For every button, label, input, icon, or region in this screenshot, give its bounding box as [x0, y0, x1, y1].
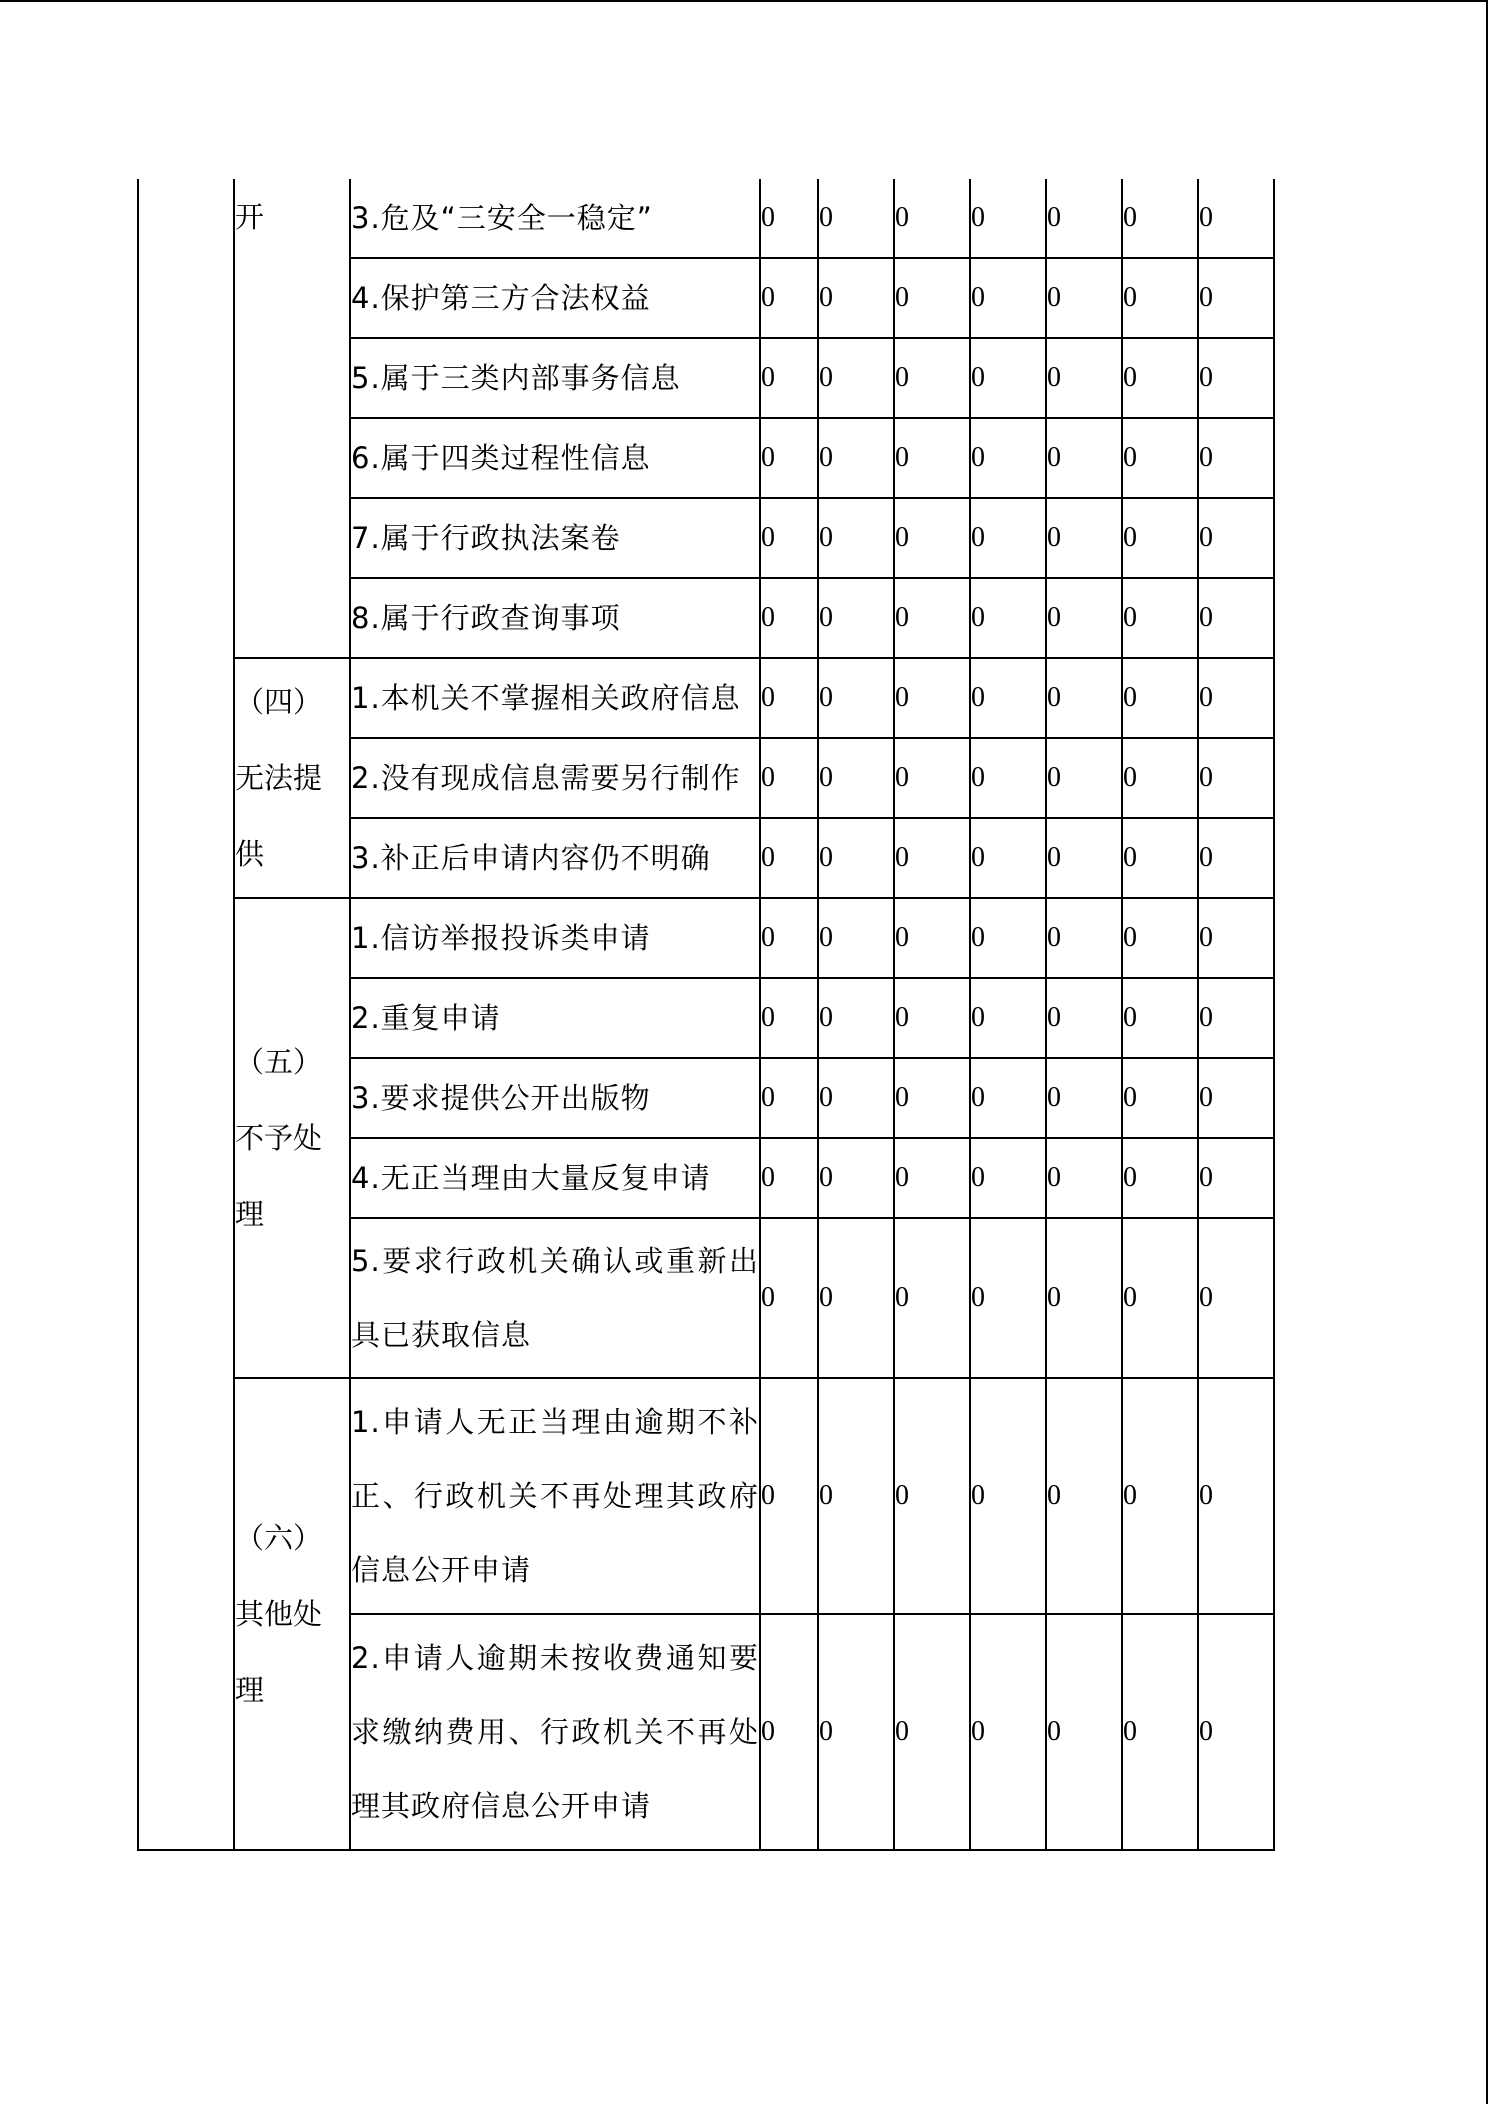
value-cell: 0	[760, 1378, 818, 1614]
outer-category-cell	[138, 179, 234, 1850]
value-cell: 0	[1122, 1058, 1198, 1138]
value-cell: 0	[970, 738, 1046, 818]
value-cell: 0	[970, 179, 1046, 258]
value-cell: 0	[1046, 898, 1122, 978]
value-cell: 0	[894, 658, 970, 738]
value-cell: 0	[1122, 338, 1198, 418]
row-item: 3.补正后申请内容仍不明确	[350, 818, 760, 898]
value-cell: 0	[1198, 658, 1274, 738]
row-item: 5.属于三类内部事务信息	[350, 338, 760, 418]
value-cell: 0	[894, 498, 970, 578]
group-cell-not-disclosed	[234, 179, 350, 658]
group-label: 其他处	[235, 1597, 323, 1631]
value-cell: 0	[1046, 658, 1122, 738]
value-cell: 0	[894, 258, 970, 338]
value-cell: 0	[1198, 418, 1274, 498]
value-cell: 0	[1198, 179, 1274, 258]
value-cell: 0	[970, 1138, 1046, 1218]
value-cell: 0	[1122, 1138, 1198, 1218]
row-item: 6.属于四类过程性信息	[350, 418, 760, 498]
value-cell: 0	[894, 1058, 970, 1138]
value-cell: 0	[818, 418, 894, 498]
value-cell: 0	[1046, 338, 1122, 418]
value-cell: 0	[1198, 1218, 1274, 1378]
value-cell: 0	[1046, 418, 1122, 498]
value-cell: 0	[1046, 818, 1122, 898]
value-cell: 0	[1122, 578, 1198, 658]
value-cell: 0	[760, 498, 818, 578]
row-item: 4.保护第三方合法权益	[350, 258, 760, 338]
value-cell: 0	[818, 578, 894, 658]
value-cell: 0	[1122, 418, 1198, 498]
value-cell: 0	[1046, 1138, 1122, 1218]
value-cell: 0	[894, 1378, 970, 1614]
value-cell: 0	[1046, 1058, 1122, 1138]
value-cell: 0	[818, 1138, 894, 1218]
value-cell: 0	[1046, 738, 1122, 818]
row-item: 7.属于行政执法案卷	[350, 498, 760, 578]
group-label: 理	[235, 1197, 265, 1231]
table-row	[138, 1378, 1274, 1614]
value-cell: 0	[1198, 498, 1274, 578]
value-cell: 0	[1046, 1218, 1122, 1378]
value-cell: 0	[818, 338, 894, 418]
value-cell: 0	[760, 1218, 818, 1378]
value-cell: 0	[818, 498, 894, 578]
value-cell: 0	[818, 1614, 894, 1850]
value-cell: 0	[894, 578, 970, 658]
value-cell: 0	[1122, 498, 1198, 578]
value-cell: 0	[1198, 1138, 1274, 1218]
value-cell: 0	[894, 1218, 970, 1378]
value-cell: 0	[760, 818, 818, 898]
value-cell: 0	[894, 1614, 970, 1850]
value-cell: 0	[970, 578, 1046, 658]
row-item: 2.重复申请	[350, 978, 760, 1058]
value-cell: 0	[760, 578, 818, 658]
row-item: 3.要求提供公开出版物	[350, 1058, 760, 1138]
value-cell: 0	[1046, 179, 1122, 258]
value-cell: 0	[894, 898, 970, 978]
value-cell: 0	[970, 498, 1046, 578]
value-cell: 0	[1198, 818, 1274, 898]
value-cell: 0	[760, 898, 818, 978]
value-cell: 0	[760, 738, 818, 818]
value-cell: 0	[818, 738, 894, 818]
row-item: 1.信访举报投诉类申请	[350, 898, 760, 978]
value-cell: 0	[1122, 818, 1198, 898]
value-cell: 0	[818, 818, 894, 898]
value-cell: 0	[818, 179, 894, 258]
value-cell: 0	[1198, 978, 1274, 1058]
value-cell: 0	[1122, 179, 1198, 258]
value-cell: 0	[1198, 1378, 1274, 1614]
value-cell: 0	[1122, 258, 1198, 338]
value-cell: 0	[970, 818, 1046, 898]
value-cell: 0	[970, 1614, 1046, 1850]
value-cell: 0	[1046, 578, 1122, 658]
group-cell-not-processed	[234, 898, 350, 1378]
table-row	[138, 179, 1274, 258]
value-cell: 0	[894, 978, 970, 1058]
row-item: 4.无正当理由大量反复申请	[350, 1138, 760, 1218]
value-cell: 0	[818, 658, 894, 738]
value-cell: 0	[1198, 258, 1274, 338]
value-cell: 0	[1122, 658, 1198, 738]
value-cell: 0	[1046, 258, 1122, 338]
value-cell: 0	[760, 1614, 818, 1850]
table-row	[138, 898, 1274, 978]
value-cell: 0	[760, 258, 818, 338]
value-cell: 0	[970, 658, 1046, 738]
value-cell: 0	[818, 258, 894, 338]
value-cell: 0	[894, 418, 970, 498]
group-label: 开	[235, 200, 265, 234]
value-cell: 0	[760, 978, 818, 1058]
value-cell: 0	[970, 1218, 1046, 1378]
value-cell: 0	[1198, 1058, 1274, 1138]
value-cell: 0	[760, 658, 818, 738]
value-cell: 0	[1122, 978, 1198, 1058]
table-row	[138, 658, 1274, 738]
group-label: 供	[235, 837, 265, 871]
value-cell: 0	[760, 179, 818, 258]
row-item: 3.危及“三安全一稳定”	[350, 179, 760, 258]
disclosure-statistics-table	[137, 179, 1275, 1851]
value-cell: 0	[818, 898, 894, 978]
value-cell: 0	[1198, 578, 1274, 658]
group-label: （六）	[235, 1521, 323, 1555]
row-item: 2.申请人逾期未按收费通知要求缴纳费用、行政机关不再处理其政府信息公开申请	[350, 1614, 760, 1850]
row-item: 8.属于行政查询事项	[350, 578, 760, 658]
value-cell: 0	[1198, 898, 1274, 978]
value-cell: 0	[1122, 1614, 1198, 1850]
value-cell: 0	[1046, 978, 1122, 1058]
row-item: 2.没有现成信息需要另行制作	[350, 738, 760, 818]
value-cell: 0	[894, 1138, 970, 1218]
value-cell: 0	[1046, 1378, 1122, 1614]
group-label: 理	[235, 1673, 265, 1707]
value-cell: 0	[1198, 1614, 1274, 1850]
value-cell: 0	[894, 179, 970, 258]
value-cell: 0	[970, 418, 1046, 498]
value-cell: 0	[970, 338, 1046, 418]
row-item: 1.申请人无正当理由逾期不补正、行政机关不再处理其政府信息公开申请	[350, 1378, 760, 1614]
value-cell: 0	[1122, 1218, 1198, 1378]
value-cell: 0	[818, 1058, 894, 1138]
value-cell: 0	[894, 338, 970, 418]
value-cell: 0	[970, 1378, 1046, 1614]
value-cell: 0	[970, 258, 1046, 338]
group-label: 不予处	[235, 1121, 323, 1155]
value-cell: 0	[970, 978, 1046, 1058]
row-item: 1.本机关不掌握相关政府信息	[350, 658, 760, 738]
value-cell: 0	[1122, 1378, 1198, 1614]
value-cell: 0	[760, 1138, 818, 1218]
value-cell: 0	[1122, 738, 1198, 818]
value-cell: 0	[818, 978, 894, 1058]
value-cell: 0	[970, 898, 1046, 978]
value-cell: 0	[1046, 1614, 1122, 1850]
value-cell: 0	[1198, 338, 1274, 418]
value-cell: 0	[894, 738, 970, 818]
group-cell-cannot-provide	[234, 658, 350, 898]
value-cell: 0	[760, 418, 818, 498]
row-item: 5.要求行政机关确认或重新出具已获取信息	[350, 1218, 760, 1378]
group-cell-other-handling	[234, 1378, 350, 1850]
value-cell: 0	[1122, 898, 1198, 978]
value-cell: 0	[760, 1058, 818, 1138]
value-cell: 0	[970, 1058, 1046, 1138]
value-cell: 0	[1198, 738, 1274, 818]
value-cell: 0	[818, 1378, 894, 1614]
value-cell: 0	[760, 338, 818, 418]
group-label: 无法提	[235, 761, 323, 795]
value-cell: 0	[818, 1218, 894, 1378]
group-label: （五）	[235, 1045, 323, 1079]
value-cell: 0	[894, 818, 970, 898]
page-top-border	[0, 0, 1488, 2]
value-cell: 0	[1046, 498, 1122, 578]
group-label: （四）	[235, 685, 323, 719]
